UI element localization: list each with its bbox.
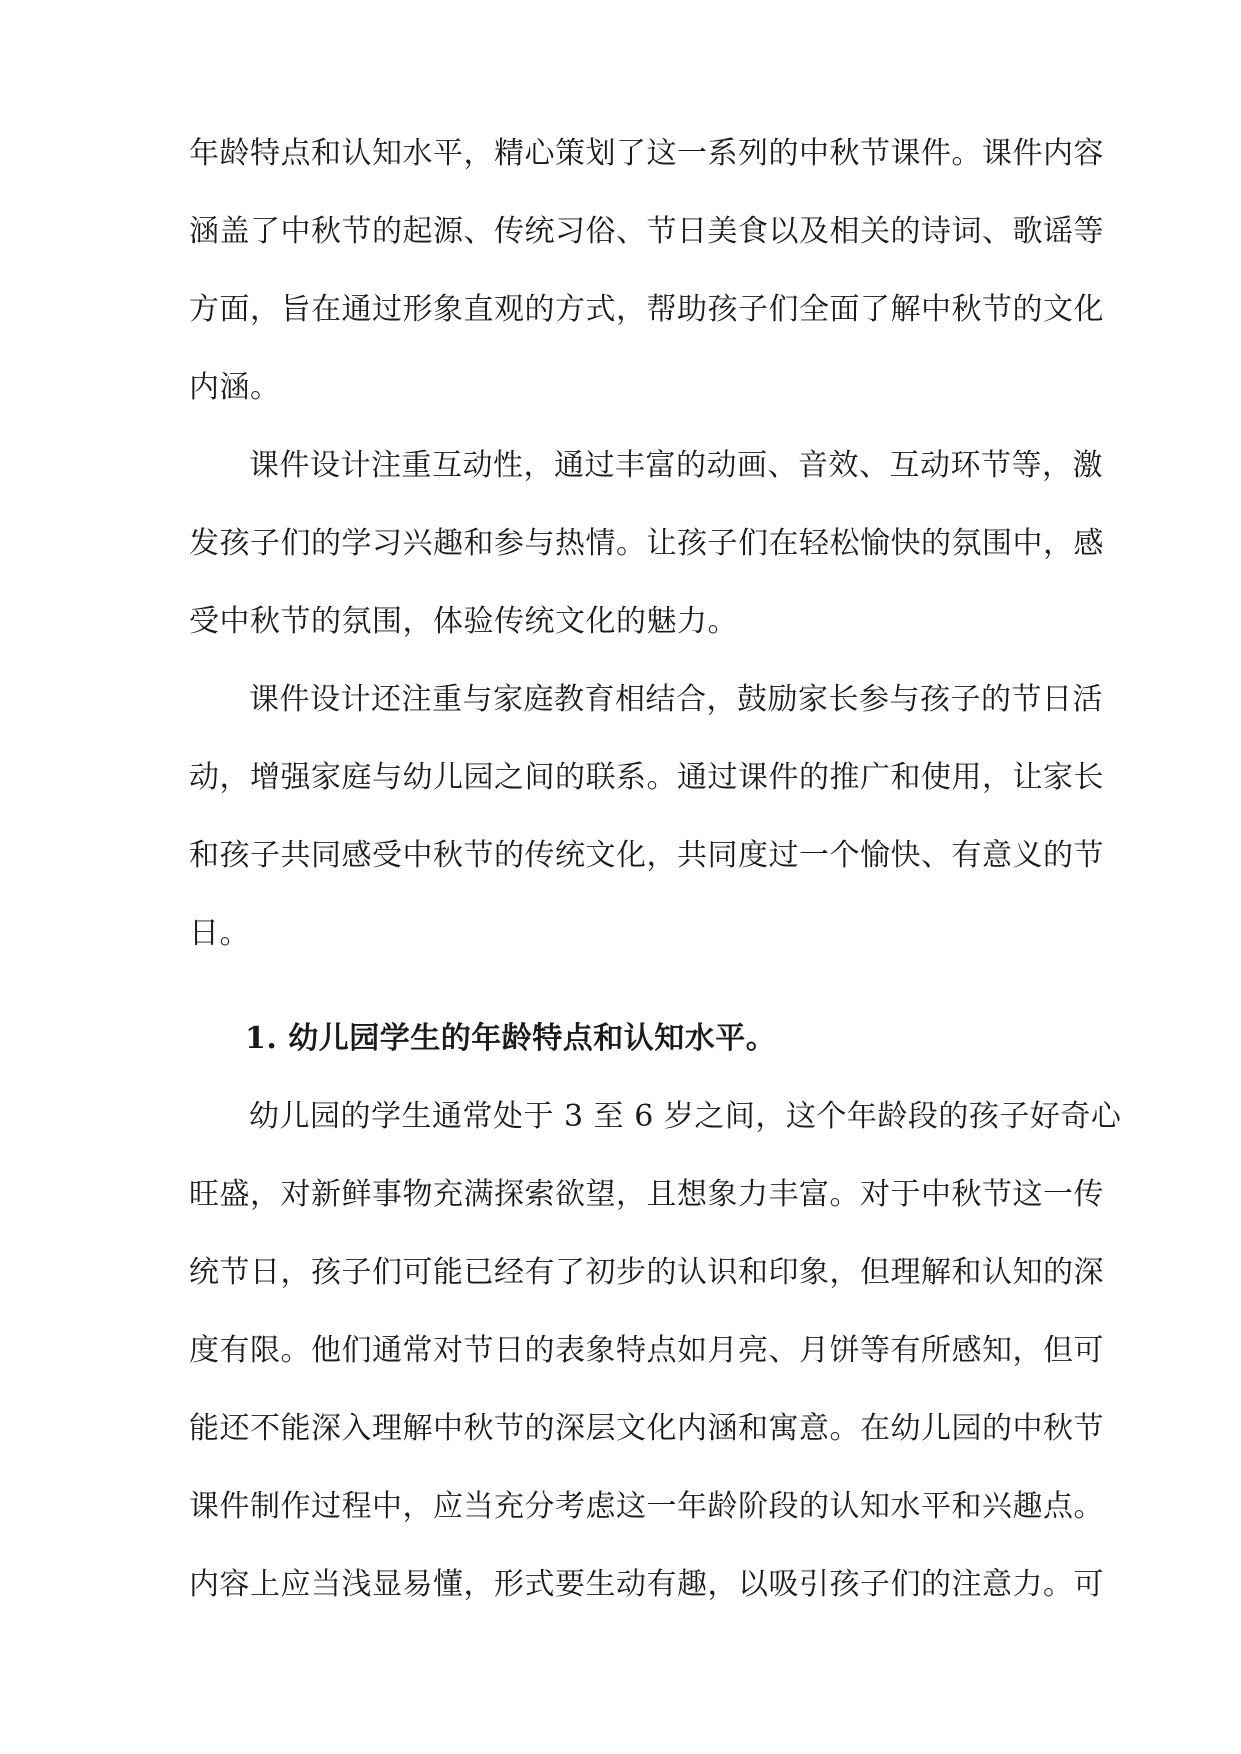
paragraph-line: 年龄特点和认知水平，精心策划了这一系列的中秋节课件。课件内容 [189, 136, 1104, 171]
paragraph-line: 日。 [189, 916, 250, 951]
paragraph-line: 能还不能深入理解中秋节的深层文化内涵和寓意。在幼儿园的中秋节 [189, 1411, 1104, 1446]
paragraph-line: 和孩子共同感受中秋节的传统文化，共同度过一个愉快、有意义的节 [189, 838, 1104, 873]
section-heading: 1. 幼儿园学生的年龄特点和认知水平。 [245, 1021, 777, 1056]
paragraph-line: 度有限。他们通常对节日的表象特点如月亮、月饼等有所感知，但可 [189, 1333, 1104, 1368]
paragraph-line: 统节日，孩子们可能已经有了初步的认识和印象，但理解和认知的深 [189, 1255, 1104, 1290]
paragraph-line: 幼儿园的学生通常处于 3 至 6 岁之间，这个年龄段的孩子好奇心 [249, 1099, 1122, 1134]
paragraph-line: 内容上应当浅显易懂，形式要生动有趣，以吸引孩子们的注意力。可 [189, 1567, 1104, 1602]
paragraph-line: 发孩子们的学习兴趣和参与热情。让孩子们在轻松愉快的氛围中，感 [189, 526, 1104, 561]
paragraph-line: 课件设计注重互动性，通过丰富的动画、音效、互动环节等，激 [249, 448, 1103, 483]
paragraph-line: 课件设计还注重与家庭教育相结合，鼓励家长参与孩子的节日活 [249, 682, 1103, 717]
paragraph-line: 方面，旨在通过形象直观的方式，帮助孩子们全面了解中秋节的文化 [189, 292, 1104, 327]
paragraph-line: 受中秋节的氛围，体验传统文化的魅力。 [189, 604, 738, 639]
paragraph-line: 课件制作过程中，应当充分考虑这一年龄阶段的认知水平和兴趣点。 [189, 1489, 1104, 1524]
paragraph-line: 涵盖了中秋节的起源、传统习俗、节日美食以及相关的诗词、歌谣等 [189, 214, 1104, 249]
paragraph-line: 旺盛，对新鲜事物充满探索欲望，且想象力丰富。对于中秋节这一传 [189, 1177, 1104, 1212]
paragraph-line: 内涵。 [189, 370, 281, 405]
paragraph-line: 动，增强家庭与幼儿园之间的联系。通过课件的推广和使用，让家长 [189, 760, 1104, 795]
